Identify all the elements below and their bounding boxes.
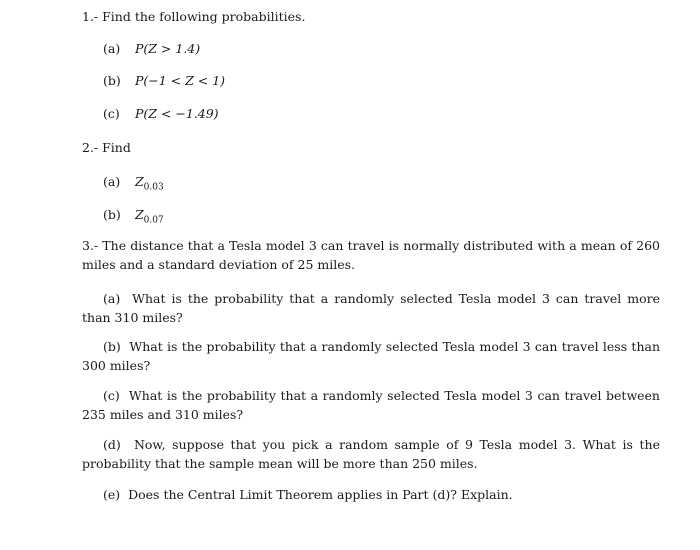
q3-intro: 3.- The distance that a Tesla model 3 can travel is normally distributed with a mean of 260 miles and a standard deviation of 25 miles.: [82, 238, 660, 272]
q3-part-b: [82, 337, 660, 375]
q3-part-e: [82, 485, 660, 504]
q1-heading: 1.- Find the following probabilities.: [82, 9, 306, 24]
q1-item-c-tag: (c): [103, 106, 120, 121]
q1-item-c-expr: P(Z < −1.49): [134, 106, 219, 121]
q1-item-c: [103, 105, 219, 123]
q3-part-b-text: What is the probability that a randomly selected Tesla model 3 can travel less than 300 miles?: [82, 339, 660, 373]
q2-item-b-sub: 0.07: [143, 215, 164, 226]
q1-item-b: [103, 72, 225, 90]
q2-item-a-sub: 0.03: [143, 182, 164, 193]
q3-part-a: [82, 289, 660, 327]
q3-part-a-tag: (a): [103, 291, 121, 306]
q2-heading: 2.- Find: [82, 140, 131, 155]
q2-item-b-tag: (b): [103, 207, 121, 222]
q1-item-b-tag: (b): [103, 73, 121, 88]
q2-item-a: [103, 173, 164, 197]
q1-item-b-expr: P(−1 < Z < 1): [134, 73, 226, 88]
q1-item-a: [103, 40, 200, 58]
q3-part-d-text: Now, suppose that you pick a random sample of 9 Tesla model 3. What is the probability that the sample mean will be more than 250 miles.: [82, 437, 660, 471]
q2-item-b: [103, 206, 164, 230]
q3-part-d-tag: (d): [103, 437, 121, 452]
q1-item-a-expr: P(Z > 1.4): [134, 41, 201, 56]
q2-item-b-var: Z: [134, 207, 144, 222]
q3-part-d: [82, 435, 660, 473]
q3-part-e-tag: (e): [103, 487, 121, 502]
q1-item-a-tag: (a): [103, 41, 121, 56]
q2-item-a-tag: (a): [103, 174, 121, 189]
q3-part-e-text: Does the Central Limit Theorem applies in Part (d)? Explain.: [128, 487, 513, 502]
q3-part-b-tag: (b): [103, 339, 121, 354]
q3-part-c-text: What is the probability that a randomly selected Tesla model 3 can travel between 235 miles and 310 miles?: [82, 388, 660, 422]
q2-item-a-var: Z: [134, 174, 144, 189]
q3-part-c: [82, 386, 660, 424]
q3-part-c-tag: (c): [103, 388, 120, 403]
q3-part-a-text: What is the probability that a randomly selected Tesla model 3 can travel more than 310 miles?: [82, 291, 660, 325]
